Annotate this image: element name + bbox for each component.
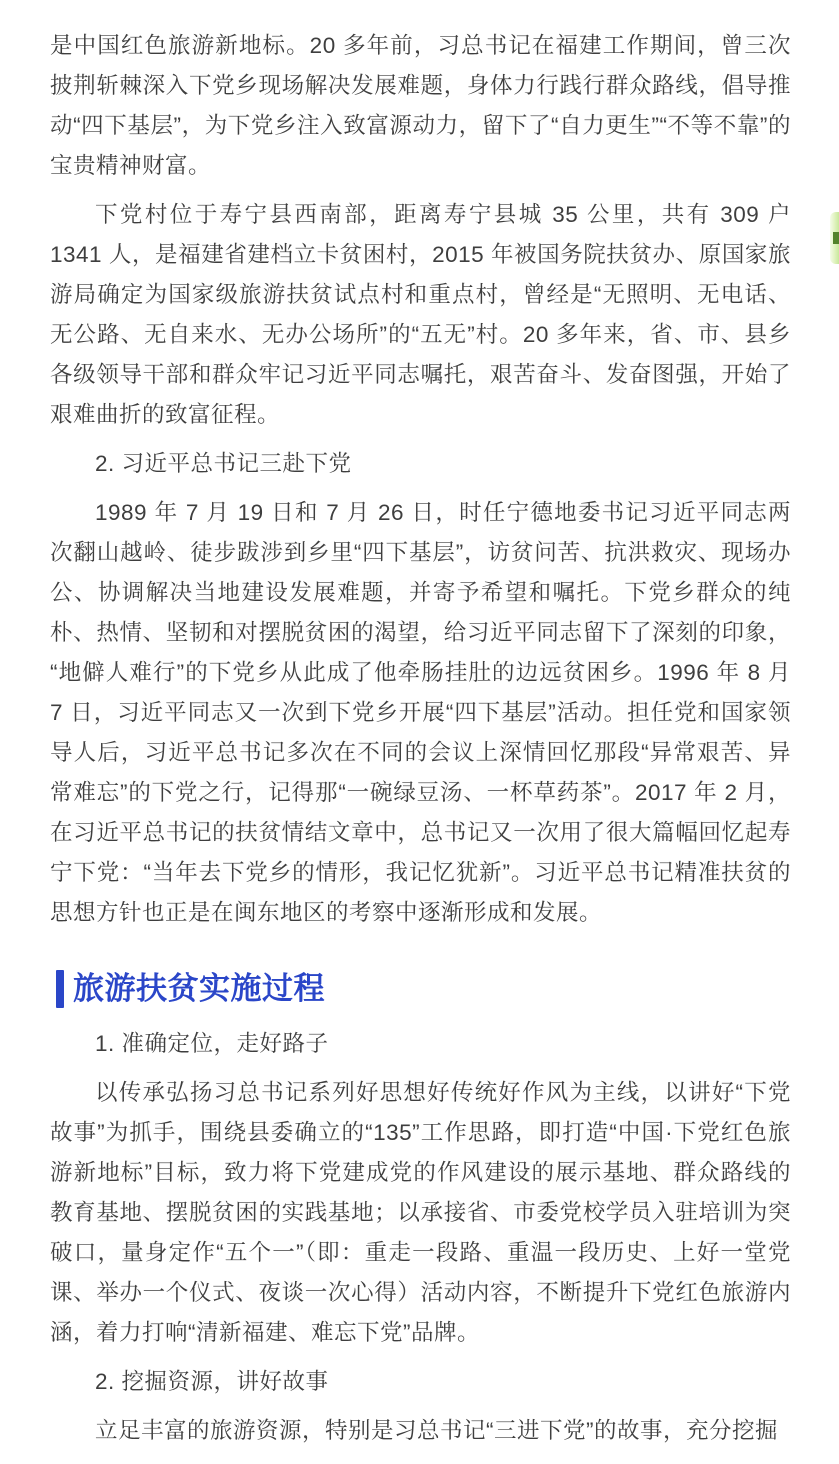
body-paragraph: 下党村位于寿宁县西南部，距离寿宁县城 35 公里，共有 309 户 1341 人，是福建省建档立卡贫困村，2015 年被国务院扶贫办、原国家旅游局确定为国家级旅游扶贫试点村和重点村，曾经是“无照明、无电话、无公路、无自来水、无办公场所”的“五无”村。20 多年来，省、市、县乡各级领导干部和群众牢记习近平同志嘱托，艰苦奋斗、发奋图强，开始了艰难曲折的致富征程。 <box>50 202 791 427</box>
body-paragraph: 是中国红色旅游新地标。20 多年前，习总书记在福建工作期间，曾三次披荆斩棘深入下党乡现场解决发展难题，身体力行践行群众路线，倡导推动“四下基层”，为下党乡注入致富源动力，留下了“自力更生”“不等不靠”的宝贵精神财富。 <box>50 33 791 178</box>
heading-accent-bar-icon <box>56 970 64 1008</box>
numbered-subheading: 2. 习近平总书记三赴下党 <box>95 451 352 476</box>
body-paragraph: 立足丰富的旅游资源，特别是习总书记“三进下党”的故事，充分挖掘 <box>95 1418 778 1444</box>
numbered-subheading: 1. 准确定位，走好路子 <box>95 1031 329 1057</box>
body-paragraph: 1989 年 7 月 19 日和 7 月 26 日，时任宁德地委书记习近平同志两次翻山越岭、徒步跋涉到乡里“四下基层”，访贫问苦、抗洪救灾、现场办公、协调解决当地建设发展难题，并寄予希望和嘱托。下党乡群众的纯朴、热情、坚韧和对摆脱贫困的渴望，给习近平同志留下了深刻的印象，“地僻人难行”的下党乡从此成了他牵肠挂肚的边远贫困乡。1996 年 8 月 7 日，习近平同志又一次到下党乡开展“四下基层”活动。担任党和国家领导人后，习近平总书记多次在不同的会议上深情回忆那段“异常艰苦、异常难忘”的下党之行，记得那“一碗绿豆汤、一杯草药茶”。2017 年 2 月，在习近平总书记的扶贫情结文章中，总书记又一次用了很大篇幅回忆起寿宁下党：“当年去下党乡的情形，我记忆犹新”。习近平总书记精准扶贫的思想方针也正是在闽东地区的考察中逐渐形成和发展。 <box>50 500 791 925</box>
section-heading-text: 旅游扶贫实施过程 <box>73 971 325 1006</box>
section-heading <box>56 969 791 1009</box>
numbered-subheading: 2. 挖掘资源，讲好故事 <box>95 1369 329 1395</box>
green-floating-tab[interactable] <box>830 212 839 264</box>
green-tab-mark-icon <box>833 232 839 244</box>
body-paragraph: 以传承弘扬习总书记系列好思想好传统好作风为主线，以讲好“下党故事”为抓手，围绕县委确立的“135”工作思路，即打造“中国·下党红色旅游新地标”目标，致力将下党建成党的作风建设的展示基地、群众路线的教育基地、摆脱贫困的实践基地；以承接省、市委党校学员入驻培训为突破口，量身定作“五个一”（即：重走一段路、重温一段历史、上好一堂党课、举办一个仪式、夜谈一次心得）活动内容，不断提升下党红色旅游内涵，着力打响“清新福建、难忘下党”品牌。 <box>50 1080 791 1346</box>
